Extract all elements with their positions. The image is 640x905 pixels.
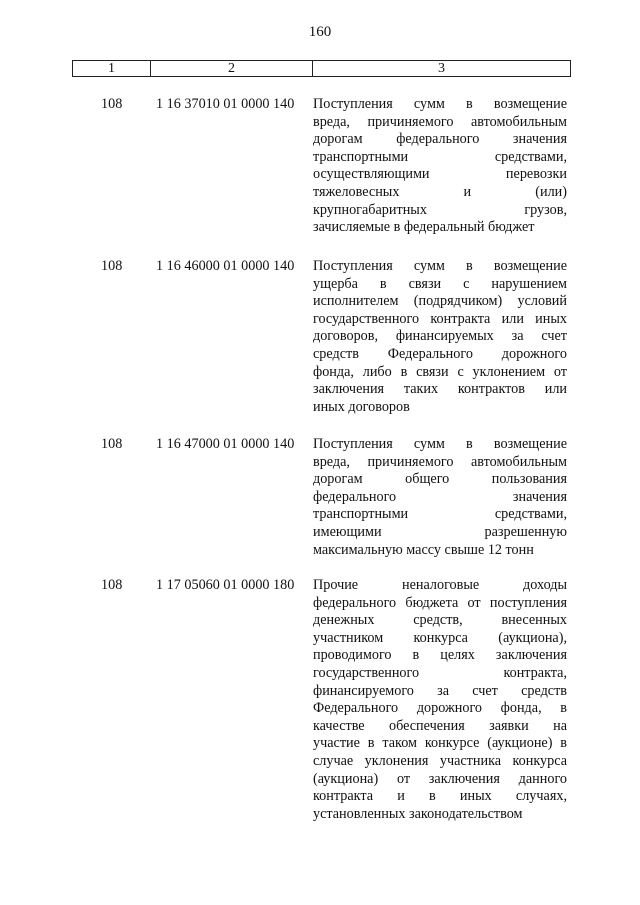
description-line: федерального бюджета от поступления [313, 594, 567, 611]
description-line: крупногабаритных грузов, [313, 201, 567, 218]
table-header [72, 60, 571, 77]
revenue-description [313, 258, 567, 416]
description-line: Поступления сумм в возмещение [313, 258, 567, 274]
description-line: Поступления сумм в возмещение [313, 96, 567, 112]
description-line: контракта и в иных случаях, [313, 788, 567, 805]
description-line: (аукциона) от заключения данного [313, 770, 567, 787]
description-line: договоров, финансируемых за счет [313, 328, 567, 345]
description-line: максимальную массу свыше 12 тонн [313, 541, 534, 558]
description-line: вреда, причиняемого автомобильным [313, 113, 567, 130]
revenue-code: 1 16 47000 01 0000 140 [156, 436, 295, 452]
revenue-description [313, 436, 567, 559]
description-line: дорогам федерального значения [313, 131, 567, 148]
description-line: тяжеловесных и (или) [313, 183, 567, 200]
description-line: участником конкурса (аукциона), [313, 629, 567, 646]
description-line: случае уклонения участника конкурса [313, 752, 567, 769]
description-line: транспортными средствами, [313, 148, 567, 165]
description-line: Федерального дорожного фонда, в [313, 700, 567, 717]
description-line: исполнителем (подрядчиком) условий [313, 293, 567, 310]
description-line: имеющими разрешенную [313, 523, 567, 540]
revenue-code: 1 16 46000 01 0000 140 [156, 258, 295, 274]
description-line: дорогам общего пользования [313, 471, 567, 488]
revenue-description [313, 96, 567, 237]
description-line: Поступления сумм в возмещение [313, 436, 567, 452]
description-line: ущерба в связи с нарушением [313, 275, 567, 292]
description-line: установленных законодательством [313, 805, 523, 822]
description-line: фонда, либо в связи с уклонением от [313, 363, 567, 380]
page-number: 160 [308, 24, 332, 40]
description-line: Прочие неналоговые доходы [313, 577, 567, 593]
header-col-1: 1 [73, 61, 151, 76]
description-line: денежных средств, внесенных [313, 612, 567, 629]
description-line: осуществляющими перевозки [313, 166, 567, 183]
description-line: качестве обеспечения заявки на [313, 717, 567, 734]
description-line: государственного контракта, [313, 664, 567, 681]
description-line: вреда, причиняемого автомобильным [313, 453, 567, 470]
admin-code: 108 [101, 436, 123, 452]
revenue-code: 1 16 37010 01 0000 140 [156, 96, 295, 112]
description-line: заключения таких контрактов или [313, 381, 567, 398]
description-line: государственного контракта или иных [313, 310, 567, 327]
description-line: транспортными средствами, [313, 506, 567, 523]
header-col-3: 3 [438, 61, 445, 76]
description-line: федерального значения [313, 488, 567, 505]
description-line: проводимого в целях заключения [313, 647, 567, 664]
revenue-code: 1 17 05060 01 0000 180 [156, 577, 295, 593]
admin-code: 108 [101, 96, 123, 112]
admin-code: 108 [101, 258, 123, 274]
description-line: финансируемого за счет средств [313, 682, 567, 699]
description-line: иных договоров [313, 398, 410, 415]
header-col-2: 2 [151, 61, 313, 76]
description-line: средств Федерального дорожного [313, 345, 567, 362]
description-line: участие в таком конкурсе (аукционе) в [313, 735, 567, 752]
revenue-description [313, 577, 567, 823]
description-line: зачисляемые в федеральный бюджет [313, 219, 535, 236]
admin-code: 108 [101, 577, 123, 593]
